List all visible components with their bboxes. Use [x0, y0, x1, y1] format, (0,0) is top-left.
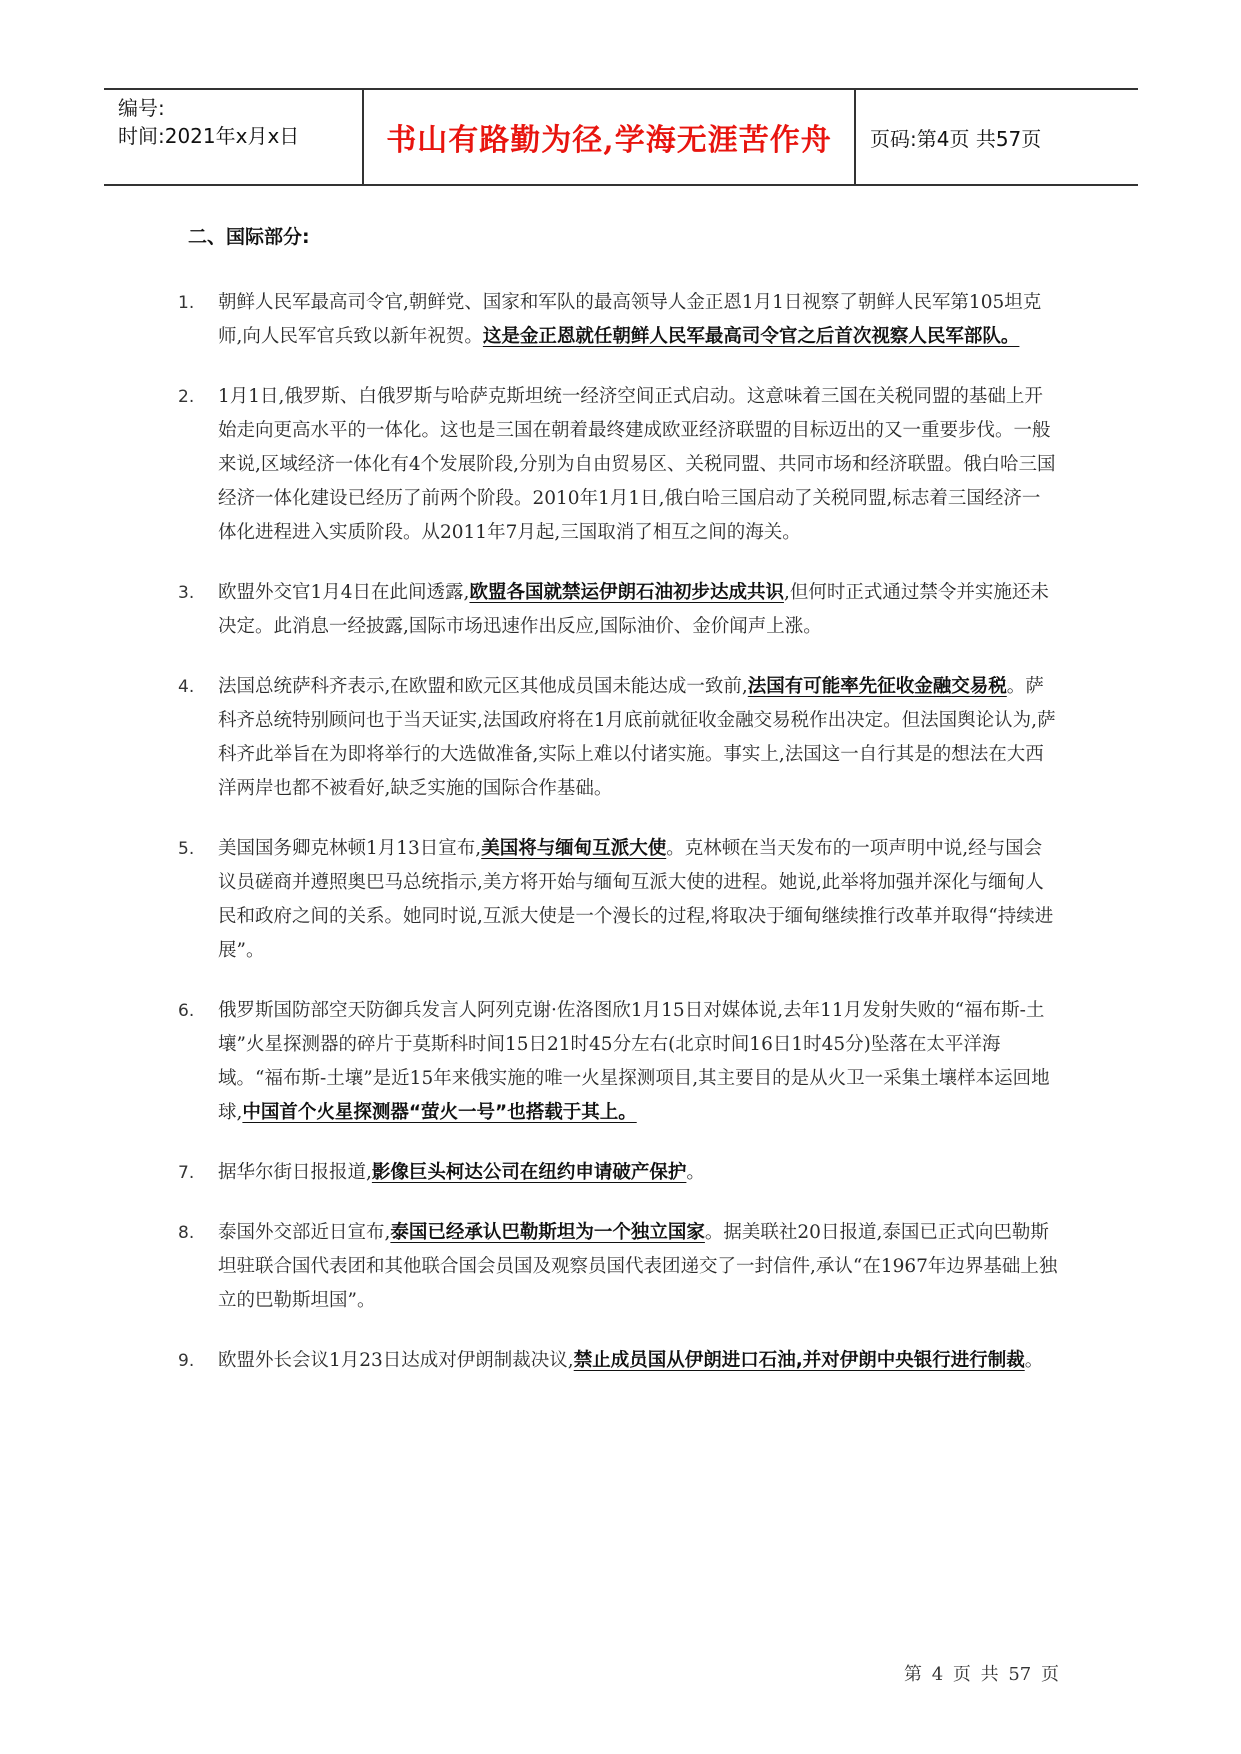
item-highlight: 禁止成员国从伊朗进口石油,并对伊朗中央银行进行制裁 — [573, 1350, 1025, 1371]
list-item — [178, 1344, 1058, 1378]
list-item — [178, 670, 1058, 806]
item-number: 7. — [178, 1163, 195, 1183]
item-text: 美国国务卿克林顿1月13日宣布, — [218, 838, 482, 859]
item-text: 欧盟外长会议1月23日达成对伊朗制裁决议, — [218, 1350, 574, 1371]
list-item — [178, 1216, 1058, 1318]
list-item — [178, 994, 1058, 1130]
item-highlight: 中国首个火星探测器“萤火一号”也搭载于其上。 — [242, 1102, 637, 1123]
item-number: 9. — [178, 1351, 195, 1371]
item-highlight: 法国有可能率先征收金融交易税 — [747, 676, 1007, 697]
item-text: 欧盟外交官1月4日在此间透露, — [218, 582, 470, 603]
header-info-cell — [104, 90, 364, 184]
item-text-after: 。 — [686, 1162, 705, 1183]
item-text: 俄罗斯国防部空天防御兵发言人阿列克谢·佐洛图欣1月15日对媒体说,去年11月发射失败的“福布斯-土壤”火星探测器的碎片于莫斯科时间15日21时45分左右(北京时间16日1时45分)坠落在太平洋海域。“福布斯-土壤”是近15年来俄实施的唯一火星探测项目,其主要目的是从火卫一采集土壤样本运回地球, — [218, 1000, 1050, 1123]
item-text-after: 。据美联社20日报道,泰国已正式向巴勒斯坦驻联合国代表团和其他联合国会员国及观察员国代表团递交了一封信件,承认“在1967年边界基础上独立的巴勒斯坦国”。 — [218, 1222, 1058, 1311]
item-text: 据华尔街日报报道, — [218, 1162, 372, 1183]
item-number: 8. — [178, 1223, 195, 1243]
list-item — [178, 286, 1058, 354]
item-number: 4. — [178, 677, 195, 697]
item-highlight: 泰国已经承认巴勒斯坦为一个独立国家 — [390, 1222, 705, 1243]
item-highlight: 欧盟各国就禁运伊朗石油初步达成共识 — [469, 582, 784, 603]
item-text: 朝鲜人民军最高司令官,朝鲜党、国家和军队的最高领导人金正恩1月1日视察了朝鲜人民军第105坦克师,向人民军官兵致以新年祝贺。 — [218, 292, 1042, 347]
page-header — [104, 88, 1138, 186]
item-text-after: ,但何时正式通过禁令并实施还未决定。此消息一经披露,国际市场迅速作出反应,国际油价、金价闻声上涨。 — [218, 582, 1049, 637]
item-highlight: 影像巨头柯达公司在纽约申请破产保护 — [371, 1162, 687, 1183]
list-item — [178, 1156, 1058, 1190]
item-number: 2. — [178, 387, 195, 407]
item-text-after: 。 — [1024, 1350, 1044, 1371]
item-text: 1月1日,俄罗斯、白俄罗斯与哈萨克斯坦统一经济空间正式启动。这意味着三国在关税同盟的基础上开始走向更高水平的一体化。这也是三国在朝着最终建成欧亚经济联盟的目标迈出的又一重要步伐。一般来说,区域经济一体化有4个发展阶段,分别为自由贸易区、关税同盟、共同市场和经济联盟。俄白哈三国经济一体化建设已经历了前两个阶段。2010年1月1日,俄白哈三国启动了关税同盟,标志着三国经济一体化进程进入实质阶段。从2011年7月起,三国取消了相互之间的海关。 — [218, 386, 1056, 543]
item-number: 5. — [178, 839, 195, 859]
list-item — [178, 576, 1058, 644]
time-label: 时间:2021年x月x日 — [118, 124, 300, 148]
item-text-after: 。克林顿在当天发布的一项声明中说,经与国会议员磋商并遵照奥巴马总统指示,美方将开始与缅甸互派大使的进程。她说,此举将加强并深化与缅甸人民和政府之间的关系。她同时说,互派大使是一个漫长的过程,将取决于缅甸继续推行改革并取得“持续进展”。 — [218, 838, 1054, 961]
item-number: 1. — [178, 293, 195, 313]
item-text: 法国总统萨科齐表示,在欧盟和欧元区其他成员国未能达成一致前, — [218, 676, 748, 697]
list-item — [178, 832, 1058, 968]
list-item — [178, 380, 1058, 550]
header-page-label: 页码:第4页 共57页 — [870, 126, 1042, 151]
item-text-after: 。萨科齐总统特别顾问也于当天证实,法国政府将在1月底前就征收金融交易税作出决定。但法国舆论认为,萨科齐此举旨在为即将举行的大选做准备,实际上难以付诸实施。事实上,法国这一自行其是的想法在大西洋两岸也都不被看好,缺乏实施的国际合作基础。 — [218, 676, 1056, 799]
item-highlight: 这是金正恩就任朝鲜人民军最高司令官之后首次视察人民军部队。 — [482, 326, 1020, 347]
serial-label: 编号: — [118, 96, 165, 120]
item-text: 泰国外交部近日宣布, — [218, 1222, 391, 1243]
news-list — [178, 286, 1058, 1404]
header-motto: 书山有路勤为径,学海无涯苦作舟 — [364, 90, 856, 184]
page-footer: 第 4 页 共 57 页 — [904, 1664, 1059, 1685]
item-number: 6. — [178, 1001, 195, 1021]
section-title: 二、国际部分: — [188, 226, 310, 248]
item-number: 3. — [178, 583, 195, 603]
item-highlight: 美国将与缅甸互派大使 — [481, 838, 667, 859]
